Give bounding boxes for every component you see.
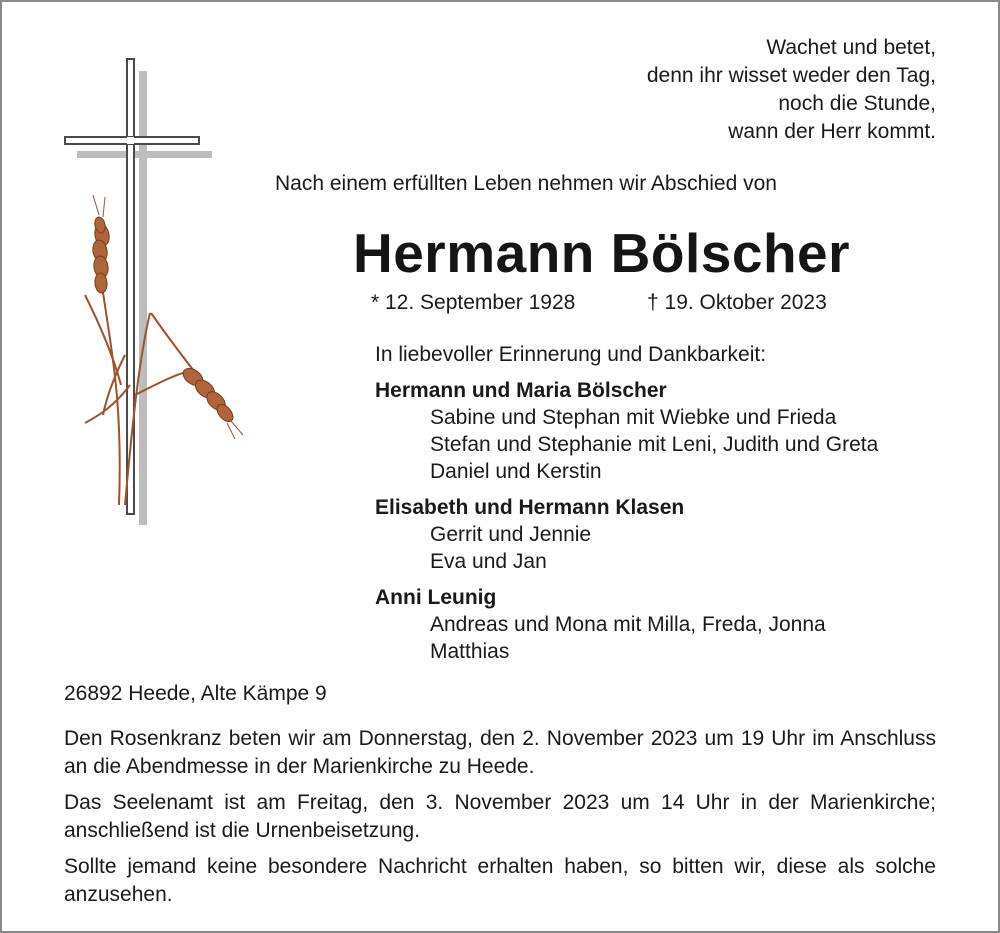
verse-line: wann der Herr kommt. [728,120,936,143]
family-member: Eva und Jan [430,550,547,573]
requiem-note: Das Seelenamt ist am Freitag, den 3. November 2023 um 14 Uhr in der Marienkirche; anschließend ist die Urnenbeisetzung. [64,791,936,842]
family-member: Sabine und Stephan mit Wiebke und Frieda [430,406,837,429]
birth-date: * 12. September 1928 [371,291,576,314]
address: 26892 Heede, Alte Kämpe 9 [64,682,327,705]
family-member: Daniel und Kerstin [430,460,602,483]
service-notes [64,725,936,917]
life-dates [371,289,827,317]
bible-verse [647,34,936,146]
family-group [375,377,878,485]
family-member: Gerrit und Jennie [430,523,592,546]
intro-text: Nach einem erfüllten Leben nehmen wir Abschied von [275,172,777,195]
death-date: † 19. Oktober 2023 [647,291,827,314]
deceased-name: Hermann Bölscher [353,222,851,284]
family-head: Anni Leunig [375,586,497,609]
family-head: Elisabeth und Hermann Klasen [375,496,685,519]
family-group [375,494,878,575]
family-group [375,584,878,665]
family-head: Hermann und Maria Bölscher [375,379,667,402]
cross-with-wheat-icon [55,55,255,535]
rosary-note: Den Rosenkranz beten wir am Donnerstag, den 2. November 2023 um 19 Uhr im Anschluss an die Abendmesse in der Marienkirche zu Heede. [64,727,936,778]
family-member: Andreas und Mona mit Milla, Freda, Jonna [430,613,826,636]
mourners-lead: In liebevoller Erinnerung und Dankbarkeit: [375,343,767,366]
verse-line: denn ihr wisset weder den Tag, [646,64,936,87]
family-member: Stefan und Stephanie mit Leni, Judith und Greta [430,433,879,456]
family-member: Matthias [430,640,510,663]
mourners-list [375,341,878,674]
verse-line: Wachet und betet, [766,36,936,59]
verse-line: noch die Stunde, [778,92,936,115]
notice-note: Sollte jemand keine besondere Nachricht erhalten haben, so bitten wir, diese als solche anzusehen. [64,855,936,906]
